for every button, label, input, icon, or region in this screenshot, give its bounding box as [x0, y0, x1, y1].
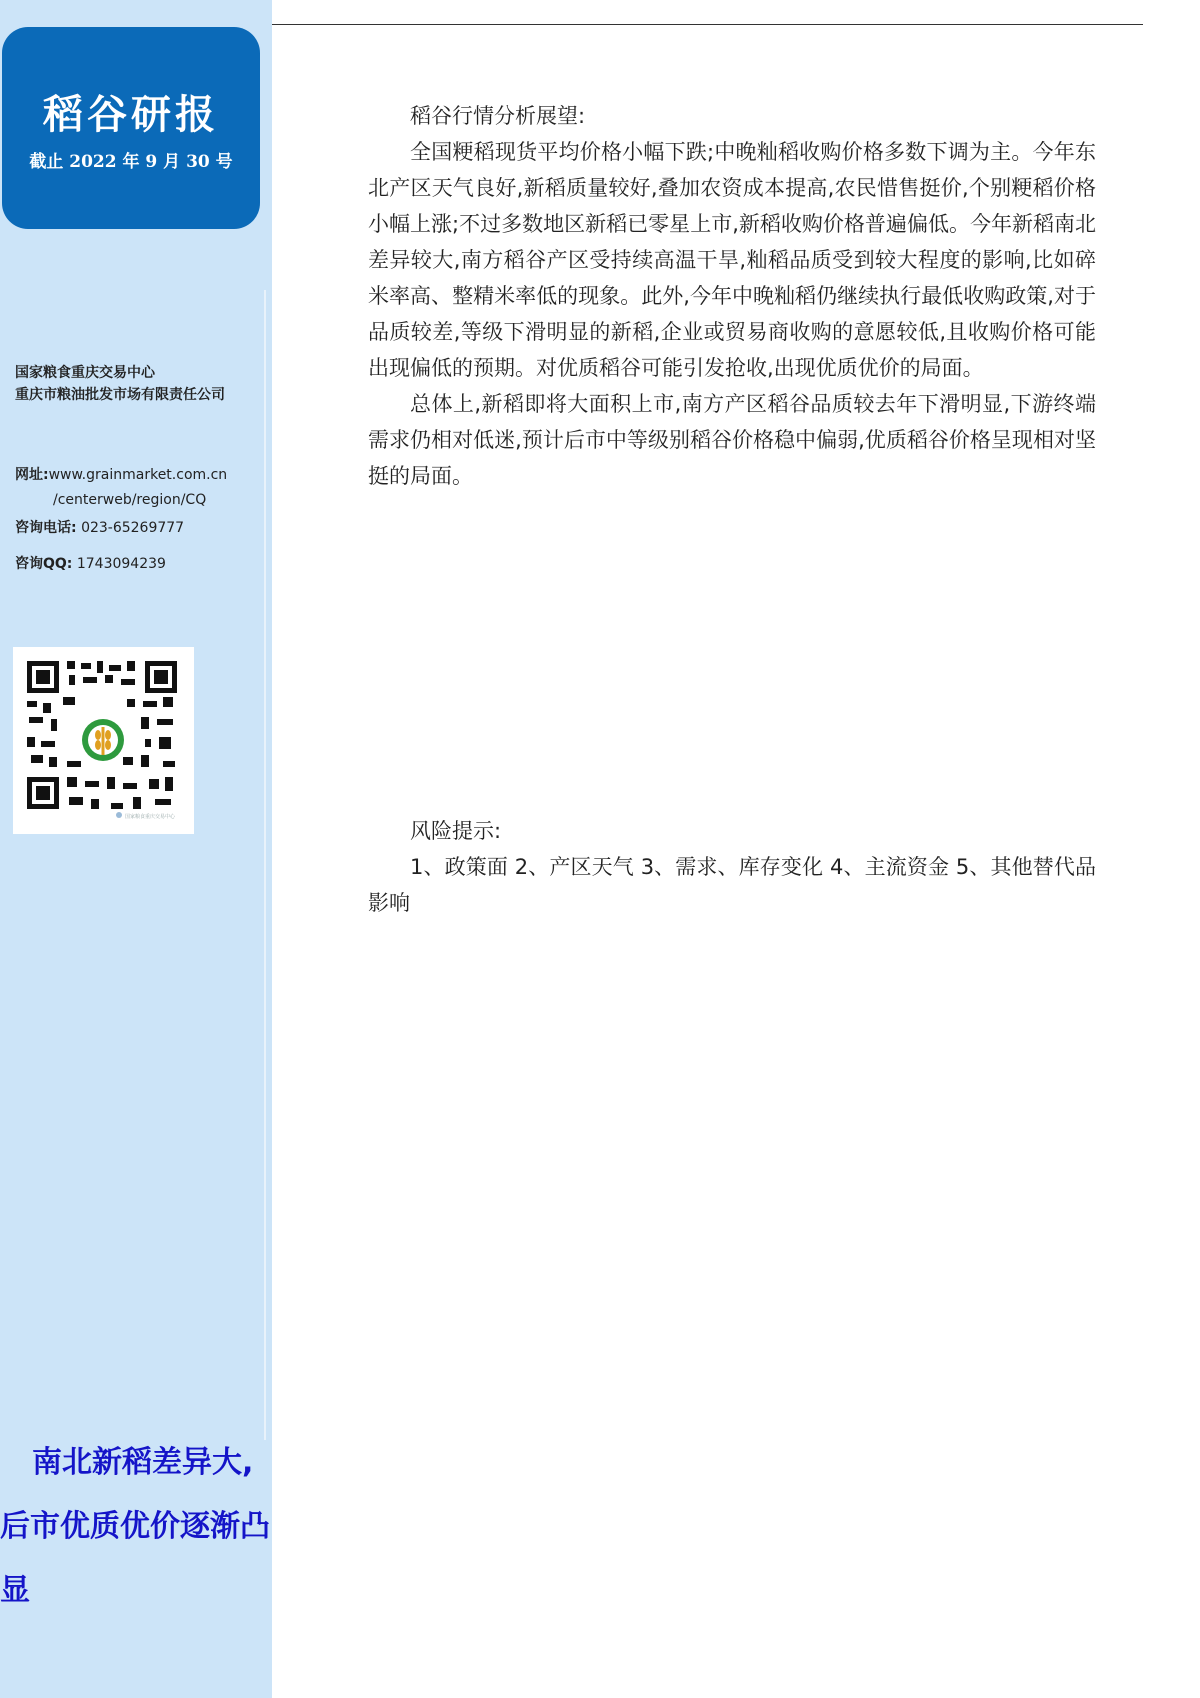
slogan-line-2: 后市优质优价逐渐凸	[0, 1509, 270, 1544]
analysis-section	[368, 98, 1096, 494]
slogan	[0, 1431, 300, 1623]
analysis-paragraph-1: 全国粳稻现货平均价格小幅下跌;中晚籼稻收购价格多数下调为主。今年东北产区天气良好,新稻质量较好,叠加农资成本提高,农民惜售挺价,个别粳稻价格小幅上涨;不过多数地区新稻已零星上市,新稻收购价格普遍偏低。今年新稻南北差异较大,南方稻谷产区受持续高温干旱,籼稻品质受到较大程度的影响,比如碎米率高、整精米率低的现象。此外,今年中晚籼稻仍继续执行最低收购政策,对于品质较差,等级下滑明显的新稻,企业或贸易商收购的意愿较低,且收购价格可能出现偏低的预期。对优质稻谷可能引发抢收,出现优质优价的局面。	[368, 140, 1096, 380]
qq-label: 咨询QQ:	[15, 556, 73, 572]
risk-heading: 风险提示:	[410, 819, 502, 843]
qr-caption: 国家粮食重庆交易中心	[125, 814, 176, 820]
sidebar-divider	[264, 290, 266, 1440]
slogan-line-3: 显	[0, 1573, 30, 1608]
website-link[interactable]: www.grainmarket.com.cn	[48, 467, 228, 483]
qq-number: 1743094239	[76, 556, 166, 572]
organization-block	[15, 362, 225, 406]
website-path[interactable]: /centerweb/region/CQ	[53, 492, 207, 508]
qr-code-icon	[13, 647, 194, 834]
phone-label: 咨询电话:	[15, 520, 77, 536]
report-date: 截止 2022 年 9 月 30 号	[29, 152, 233, 172]
phone-row	[15, 516, 227, 541]
organization-name-2: 重庆市粮油批发市场有限责任公司	[15, 387, 225, 403]
qr-code-graphic	[23, 657, 184, 824]
website-label: 网址:	[15, 467, 49, 483]
risk-items: 1、政策面 2、产区天气 3、需求、库存变化 4、主流资金 5、其他替代品影响	[368, 855, 1096, 915]
masthead-banner	[2, 27, 260, 229]
analysis-paragraph-2: 总体上,新稻即将大面积上市,南方产区稻谷品质较去年下滑明显,下游终端需求仍相对低迷,预计后市中等级别稻谷价格稳中偏弱,优质稻谷价格呈现相对坚挺的局面。	[368, 392, 1096, 488]
risk-section	[368, 813, 1096, 921]
phone-number: 023-65269777	[81, 520, 185, 536]
report-title: 稻谷研报	[43, 91, 219, 138]
organization-name-1: 国家粮食重庆交易中心	[15, 365, 155, 381]
analysis-heading: 稻谷行情分析展望:	[410, 104, 586, 128]
contact-block	[15, 463, 227, 577]
qq-row	[15, 552, 227, 577]
website-row	[15, 463, 227, 488]
slogan-line-1: 南北新稻差异大,	[32, 1445, 254, 1480]
sidebar	[0, 0, 272, 1698]
